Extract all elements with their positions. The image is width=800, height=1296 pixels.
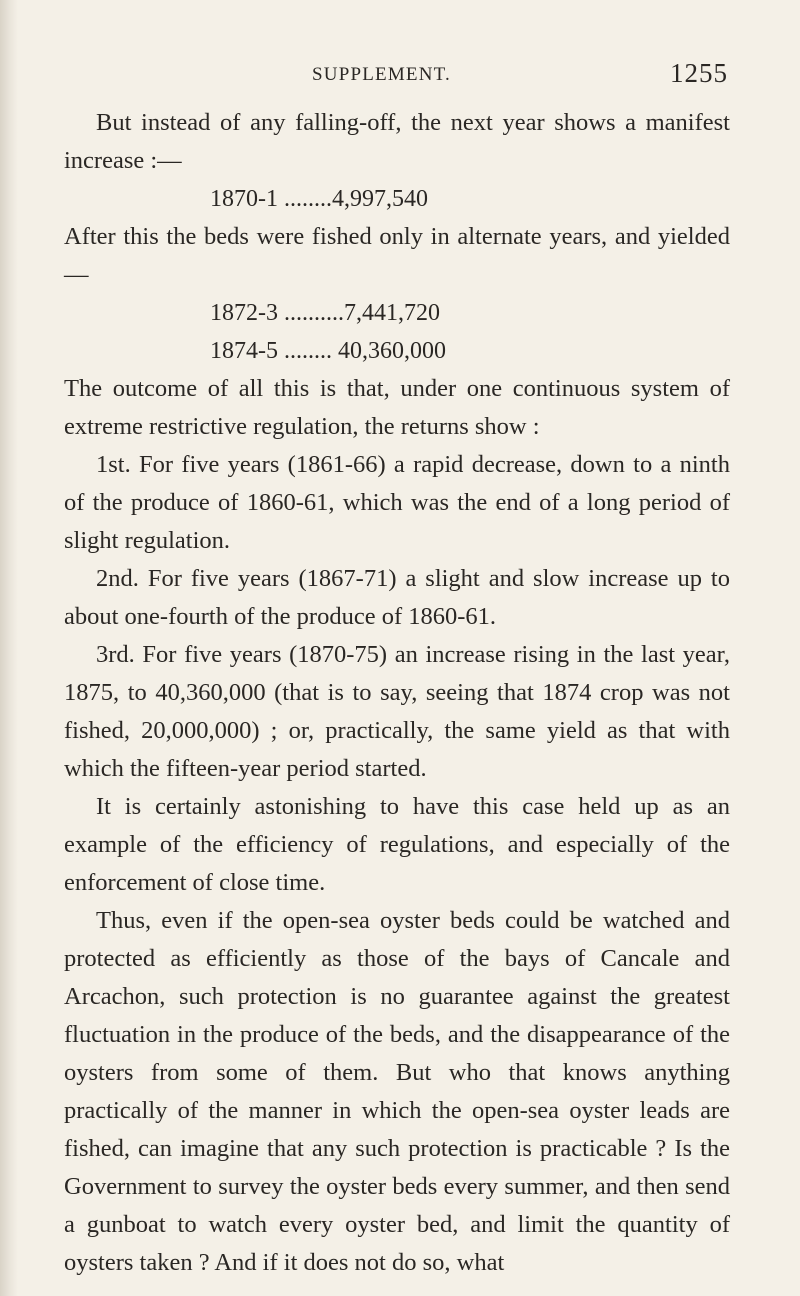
paragraph-third-period: 3rd. For five years (1870-75) an increase rising in the last year, 1875, to 40,360,000 (that is to say, seeing that 1874 crop was not fished, 20,000,000) ; or, practically, the same yield as that with which the fifteen-year period started. [64, 641, 730, 782]
yield-row-1870-1: 1870-1 ........4,997,540 [210, 186, 428, 212]
paragraph: But instead of any falling-off, the next year shows a manifest increase :— [64, 109, 730, 174]
paragraph-first-period: 1st. For five years (1861-66) a rapid decrease, down to a ninth of the produce of 1860-61, which was the end of a long period of slight regulation. [64, 451, 730, 554]
yield-row-1872-3: 1872-3 ..........7,441,720 [210, 300, 440, 326]
paragraph: After this the beds were fished only in alternate years, and yielded— [64, 223, 730, 288]
page-header [0, 56, 800, 96]
binding-shadow [0, 0, 18, 1296]
paragraph: The outcome of all this is that, under one continuous system of extreme restrictive regulation, the returns show : [64, 375, 730, 440]
paragraph: Thus, even if the open-sea oyster beds could be watched and protected as efficiently as those of the bays of Cancale and Arcachon, such protection is no guarantee against the greatest fluctuation in the produce of the beds, and the disappearance of the oysters from some of them. But who that knows anything practically of the manner in which the open-sea oyster leads are fished, can imagine that any such protection is practicable ? Is the Government to survey the oyster beds every summer, and then send a gunboat to watch every oyster bed, and limit the quantity of oysters taken ? And if it does not do so, what [64, 907, 730, 1276]
yield-row-1874-5: 1874-5 ........ 40,360,000 [210, 338, 446, 364]
body-text [64, 104, 730, 1282]
paragraph: It is certainly astonishing to have this case held up as an example of the efficiency of regulations, and especially of the enforcement of close time. [64, 793, 730, 896]
paragraph-second-period: 2nd. For five years (1867-71) a slight and slow increase up to about one-fourth of the produce of 1860-61. [64, 565, 730, 630]
running-head: SUPPLEMENT. [312, 64, 452, 85]
page-number: 1255 [670, 58, 728, 88]
